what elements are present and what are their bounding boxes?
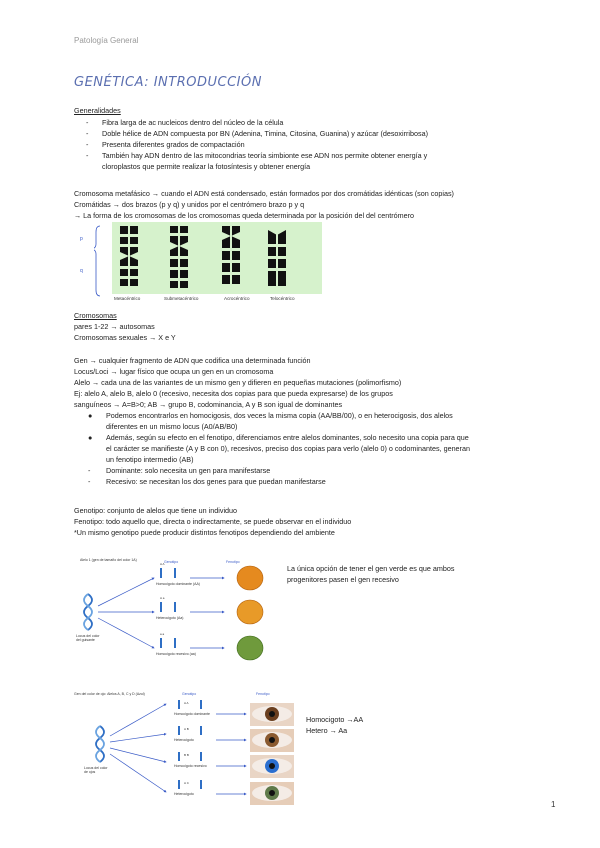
section-heading-cromosomas: Cromosomas [74, 311, 117, 320]
generalidades-list [74, 117, 514, 172]
list-item: - Presenta diferentes grados de compactación [86, 140, 245, 149]
gen-line: Ej: alelo A, alelo B, alelo 0 (recesivo, necesita dos copias para que pueda expresarse) de los grupos [74, 389, 393, 398]
label-submetacentric: Submetacéntrico [164, 296, 199, 301]
label-metacentric: Metacéntrico [114, 296, 141, 301]
cromosomas-line: Cromosomas sexuales → X e Y [74, 333, 176, 342]
header-course: Patología General [74, 36, 139, 45]
arm-label-q: q [80, 268, 83, 274]
figure2-row-note: Heterocigoto [174, 738, 194, 742]
chromosome-telocentric [268, 230, 286, 286]
gen-line: Gen → cualquier fragmento de ADN que codifica una determinada función [74, 356, 311, 365]
chromosome-submetacentric [170, 226, 188, 288]
gen-line: Locus/Loci → lugar físico que ocupa un gen en un cromosoma [74, 367, 274, 376]
dna-helix-icon [96, 726, 104, 762]
gen-line: Alelo → cada una de las variantes de un mismo gen y difieren en pequeñas mutaciones (polimorfismo) [74, 378, 402, 387]
figure2-allele: B B [184, 753, 189, 757]
cromosoma-line: Cromosoma metafásico → cuando el ADN está condensado, están formados por dos cromátidas idénticas (son copias) [74, 189, 454, 198]
figure2-allele: A A [184, 701, 189, 705]
figure1-diagram [74, 556, 279, 674]
list-item: - Dominante: solo necesita un gen para manifestarse [88, 466, 271, 475]
figure1-caption: progenitores pasen el gen recesivo [287, 575, 399, 584]
figure2-top-label: Gen del color de ojo: Alelos A, B, C y D (Azul) [74, 692, 145, 696]
figure2-left-label: Locus del color de ojos [84, 766, 108, 774]
figure2-diagram [74, 690, 299, 808]
gen-line: sanguíneos → A=B>0; AB → grupo B, codominancia, A y B son igual de dominantes [74, 400, 343, 409]
figure1-allele: A A [160, 562, 165, 566]
list-item: - Doble hélice de ADN compuesta por BN (Adenina, Timina, Citosina, Guanina) y azúcar (desoxirribosa) [86, 129, 428, 138]
figure2-row-note: Heterocigoto [174, 792, 194, 796]
list-item-continuation: cloroplastos que permite realizar la fotosíntesis y obtener energía [102, 162, 311, 171]
cromosomas-line: pares 1-22 → autosomas [74, 322, 155, 331]
chromosome-metacentric [120, 226, 138, 286]
figure1-col-fenotipo: Fenotipo [226, 560, 240, 564]
figure1-row-note: Heterocigoto (Aa) [156, 616, 184, 620]
figure1-row-note: Homocigoto dominante (AA) [156, 582, 200, 586]
chromosome-diagram [94, 222, 330, 302]
page-title: GENÉTICA: INTRODUCCIÓN [74, 75, 262, 90]
figure2-allele: A C [184, 781, 189, 785]
page-number: 1 [551, 800, 556, 809]
figure1-top-label: Alelo 1 (gen de tamaño del color 1A) [80, 558, 137, 562]
figure-eye-genotype [74, 690, 299, 808]
list-item: ● Podemos encontrarlos en homocigosis, dos veces la misma copia (AA/BB/00), o en heterocigosis, dos alelos diferentes en un mismo locus (A0/AB/B0) [88, 411, 453, 431]
figure2-col-genotipo: Genotipo [182, 692, 197, 696]
list-item: ● Además, según su efecto en el fenotipo, diferenciamos entre alelos dominantes, solo necesito una copia para que el carácter se manifieste (A y B con 0), recesivos, preciso dos copias para verlo (alelo 0) o codominantes, generan un fenotipo intermedio (AB) [88, 433, 470, 464]
figure2-caption: Hetero → Aa [306, 726, 348, 735]
eye-green-icon [250, 782, 294, 805]
figure2-col-fenotipo: Fenotipo [256, 692, 270, 696]
genotipo-line: Fenotipo: todo aquello que, directa o indirectamente, se puede observar en el individuo [74, 517, 352, 526]
figure2-allele: A B [184, 727, 189, 731]
cromosoma-line: Cromátidas → dos brazos (p y q) y unidos por el centrómero brazo p y q [74, 200, 305, 209]
eye-hazel-icon [250, 729, 294, 752]
pea-yellow-icon [237, 566, 263, 590]
genotipo-line: Genotipo: conjunto de alelos que tiene un individuo [74, 506, 238, 515]
label-telocentric: Telocéntrico [270, 296, 295, 301]
eye-brown-icon [250, 703, 294, 726]
list-item: - También hay ADN dentro de las mitocondrias teoría simbionte ese ADN nos permite obtener energía y [86, 151, 428, 160]
figure2-row-note: Homocigoto dominante [174, 712, 210, 716]
figure1-col-genotipo: Genotipo [164, 560, 179, 564]
figure1-caption: La única opción de tener el gen verde es que ambos [287, 564, 455, 573]
chromosome-acrocentric [222, 226, 240, 284]
figure2-caption: Homocigoto →AA [306, 715, 364, 724]
figure1-row-note: Homocigoto recesivo (aa) [156, 652, 196, 656]
label-acrocentric: Acrocéntrico [224, 296, 250, 301]
list-item: - Fibra larga de ac nucleicos dentro del núcleo de la célula [86, 118, 284, 127]
arm-label-p: p [80, 236, 83, 242]
gen-bullets [74, 410, 534, 487]
figure2-row-note: Homocigoto recesivo [174, 764, 207, 768]
eye-blue-icon [250, 755, 294, 778]
list-item: - Recesivo: se necesitan los dos genes para que puedan manifestarse [88, 477, 326, 486]
pea-green-icon [237, 636, 263, 660]
figure1-allele: a a [160, 632, 165, 636]
dna-helix-icon [84, 594, 92, 630]
figure1-left-label: Locus del color del guisante [76, 634, 100, 642]
figure1-allele: A a [160, 596, 165, 600]
section-heading-generalidades: Generalidades [74, 106, 121, 115]
pea-yellow-icon [237, 600, 263, 624]
figure-pea-genotype [74, 556, 279, 674]
cromosoma-line: → La forma de los cromosomas de los cromosomas queda determinada por la posición del del centrómero [74, 211, 414, 220]
genotipo-line: *Un mismo genotipo puede producir distintos fenotipos dependiendo del ambiente [74, 528, 335, 537]
chromosome-pair-icon [160, 568, 176, 648]
